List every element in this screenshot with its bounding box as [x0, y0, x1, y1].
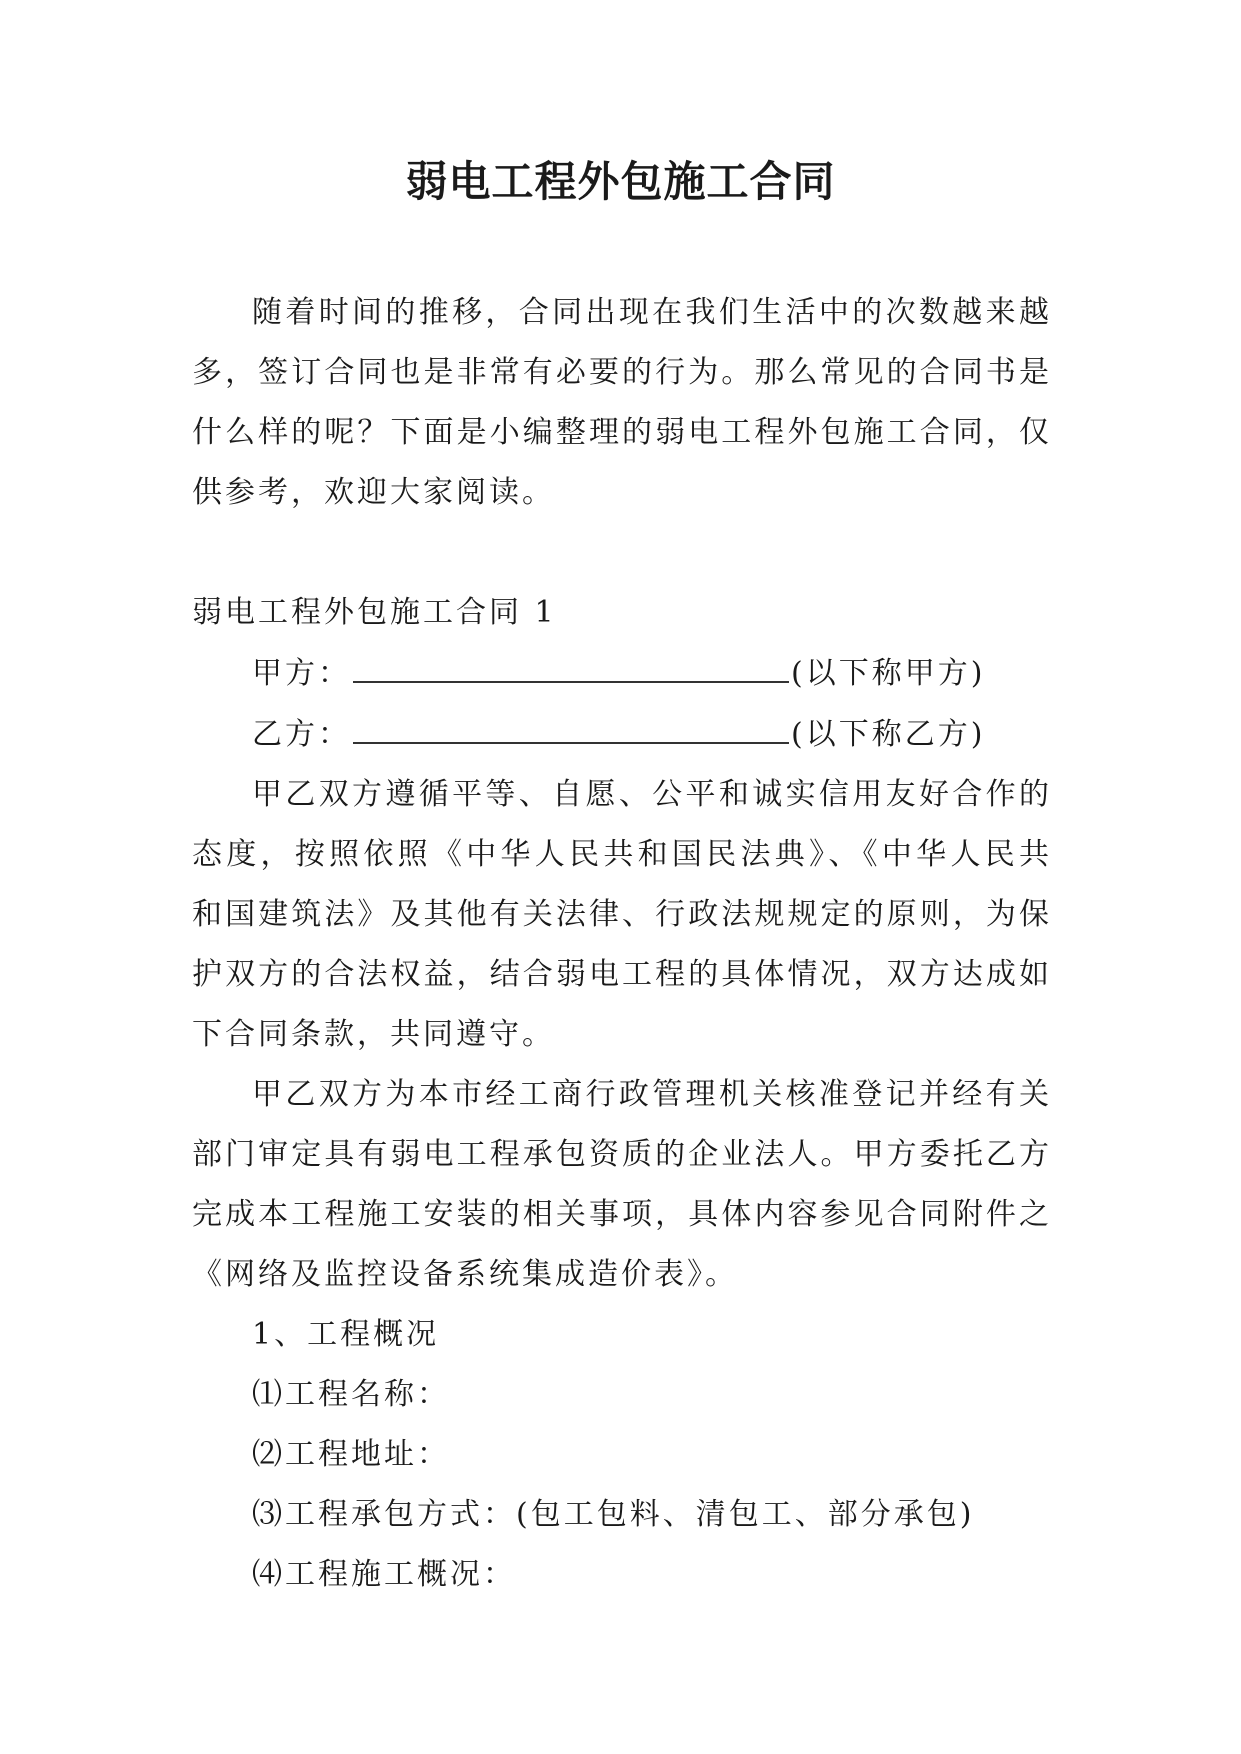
item-heading: 1、工程概况: [252, 1317, 440, 1352]
party-b-suffix: (以下称乙方): [791, 717, 986, 752]
section-title: 弱电工程外包施工合同 1: [192, 595, 557, 630]
party-a-blank: [353, 643, 789, 683]
intro-paragraph: 随着时间的推移，合同出现在我们生活中的次数越来越多，签订合同也是非常有必要的行为。那么常见的合同书是什么样的呢？下面是小编整理的弱电工程外包施工合同，仅供参考，欢迎大家阅读。: [192, 295, 1052, 510]
party-b-blank: [353, 704, 789, 744]
party-a-label: 甲方：: [252, 656, 351, 691]
document-body: [192, 283, 1052, 1605]
paragraph-principles: 甲乙双方遵循平等、自愿、公平和诚实信用友好合作的态度，按照依照《中华人民共和国民法典》、《中华人民共和国建筑法》及其他有关法律、行政法规规定的原则，为保护双方的合法权益，结合弱电工程的具体情况，双方达成如下合同条款，共同遵守。: [192, 777, 1052, 1052]
item-contract-method: ⑶工程承包方式：(包工包料、清包工、部分承包): [252, 1497, 975, 1532]
party-b-label: 乙方：: [252, 717, 351, 752]
party-a-line: [192, 643, 1052, 704]
item-project-name: ⑴工程名称：: [252, 1377, 450, 1412]
document-title: 弱电工程外包施工合同: [405, 157, 836, 206]
party-b-line: [192, 704, 1052, 765]
paragraph-parties: 甲乙双方为本市经工商行政管理机关核准登记并经有关部门审定具有弱电工程承包资质的企业法人。甲方委托乙方完成本工程施工安装的相关事项，具体内容参见合同附件之《网络及监控设备系统集成造价表》。: [192, 1077, 1052, 1292]
item-project-address: ⑵工程地址：: [252, 1437, 450, 1472]
blank-line: [192, 523, 1052, 583]
item-construction-overview: ⑷工程施工概况：: [252, 1557, 516, 1592]
party-a-suffix: (以下称甲方): [791, 656, 986, 691]
